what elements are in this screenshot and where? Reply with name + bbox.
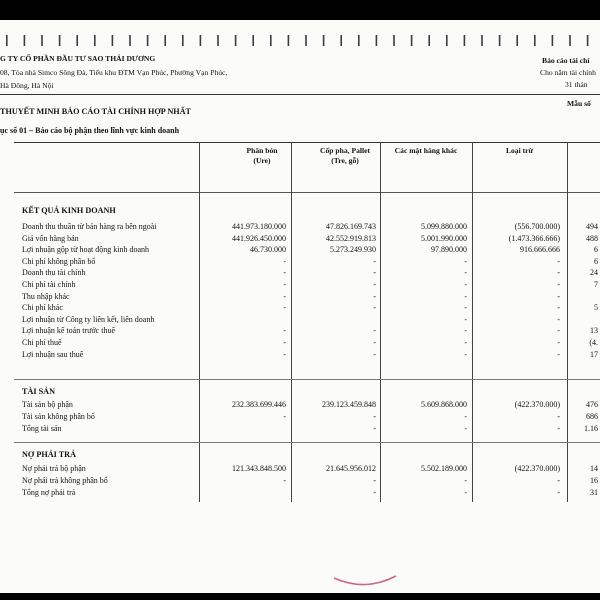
row-label: Lợi nhuận sau thuế [22, 349, 84, 359]
cell-value-c1: 121.343.848.500 [232, 464, 286, 473]
cell-value-c3: 5.609.868.000 [421, 400, 467, 409]
cell-value-c2: - [373, 349, 376, 359]
column-divider-2 [291, 142, 292, 502]
report-title: Báo cáo tài chí [542, 56, 590, 65]
spiral-binding [0, 34, 600, 48]
row-label: Chi phí khác [22, 303, 63, 313]
cell-value-c5: (4. [589, 338, 598, 347]
cell-value-c3: 5.502.189.000 [421, 464, 467, 473]
column-divider-1 [199, 142, 200, 502]
cell-value-c3: - [464, 475, 467, 485]
spiral-ring-mark [376, 35, 378, 46]
cell-value-c4: - [557, 475, 560, 485]
spiral-ring-mark [481, 35, 483, 46]
cell-value-c5: 488 [586, 233, 598, 243]
company-name: G TY CỔ PHẦN ĐẦU TƯ SAO THÁI DƯƠNG [0, 54, 156, 63]
cell-value-c3: - [464, 349, 467, 359]
cell-value-c5: 1.16 [584, 423, 598, 433]
cell-value-c2: - [373, 423, 376, 433]
row-label: Tổng nợ phải trả [22, 487, 76, 497]
cell-value-c3: 97.890.000 [431, 245, 467, 255]
spiral-ring-mark [516, 35, 518, 46]
row-label: Tổng tài sản [22, 423, 62, 433]
cell-value-c5: 6 [594, 245, 598, 255]
cell-value-c1: 441.973.180.000 [232, 222, 286, 231]
cell-value-c4: - [557, 291, 560, 301]
column-divider-3 [380, 142, 381, 502]
cell-value-c5: 16 [590, 475, 598, 485]
table-header-divider [14, 192, 600, 193]
cell-value-c2: - [373, 487, 376, 497]
cell-value-c1: - [283, 349, 286, 359]
cell-value-c4: (422.370.000) [514, 400, 560, 409]
spiral-ring-mark [446, 35, 448, 46]
spiral-ring-mark [147, 35, 149, 46]
cell-value-c1: - [283, 338, 286, 347]
row-label: Lợi nhuận gộp từ hoạt động kinh doanh [22, 245, 149, 255]
section-divider [14, 442, 600, 443]
cell-value-c5: 494 [586, 222, 598, 231]
form-number: Mẫu số [567, 99, 591, 108]
cell-value-c4: - [557, 411, 560, 421]
cell-value-c4: - [557, 280, 560, 289]
cell-value-c2: - [373, 256, 376, 266]
row-label: Lợi nhuận từ Công ty liên kết, liên doanh [22, 314, 155, 324]
cell-value-c2: - [373, 338, 376, 347]
spiral-ring-mark [499, 35, 501, 46]
column-divider-4 [472, 142, 473, 502]
cell-value-c5: 24 [590, 268, 598, 278]
spiral-ring-mark [270, 35, 272, 46]
cell-value-c3: - [464, 314, 467, 324]
cell-value-c5: 6 [594, 256, 598, 266]
cell-value-c2: - [373, 475, 376, 485]
col-header-loai-tru: Loại trừ [505, 146, 534, 155]
spiral-ring-mark [305, 35, 307, 46]
cell-value-c5: 17 [590, 349, 598, 359]
spiral-ring-mark [182, 35, 184, 46]
spiral-ring-mark [534, 35, 536, 46]
cell-value-c2: 239.123.459.848 [322, 400, 376, 409]
cell-value-c4: (422.370.000) [514, 464, 560, 473]
cell-value-c2: - [373, 303, 376, 313]
cell-value-c3: - [464, 411, 467, 421]
cell-value-c4: - [557, 314, 560, 324]
cell-value-c4: - [557, 487, 560, 497]
cell-value-c1: 46.730.000 [250, 245, 286, 255]
cell-value-c4: - [557, 303, 560, 313]
cell-value-c4: - [557, 326, 560, 336]
row-label: Doanh thu tài chính [22, 268, 86, 278]
col-header-mat-hang-khac: Các mặt hàng khác [394, 146, 458, 155]
spiral-ring-mark [217, 35, 219, 46]
cell-value-c2: 5.273.249.930 [330, 245, 376, 255]
table-top-border [14, 142, 600, 143]
company-address-line2: Hà Đông, Hà Nội [0, 81, 54, 90]
cell-value-c4: - [557, 349, 560, 359]
cell-value-c2: - [373, 291, 376, 301]
spiral-ring-mark [235, 35, 237, 46]
cell-value-c1: - [283, 280, 286, 289]
cell-value-c3: - [464, 280, 467, 289]
cell-value-c4: 916.666.666 [520, 245, 560, 255]
spiral-ring-mark [6, 35, 8, 46]
report-period-line1: Cho năm tài chính [540, 68, 596, 77]
cell-value-c2: 42.552.919.813 [326, 233, 376, 243]
cell-value-c5: 14 [590, 464, 598, 473]
row-label: Nợ phải trả không phân bổ [22, 475, 108, 485]
spiral-ring-mark [112, 35, 114, 46]
document-page [0, 20, 600, 593]
spiral-ring-mark [59, 35, 61, 46]
cell-value-c5: 7 [594, 280, 598, 289]
row-label: Nợ phải trả bộ phận [22, 464, 86, 473]
row-label: Tài sản không phân bổ [22, 411, 95, 421]
spiral-ring-mark [464, 35, 466, 46]
spiral-ring-mark [411, 35, 413, 46]
header-divider [0, 94, 600, 95]
cell-value-c1: - [283, 411, 286, 421]
spiral-ring-mark [288, 35, 290, 46]
section-title: THUYẾT MINH BÁO CÁO TÀI CHÍNH HỢP NHẤT [0, 107, 191, 116]
cell-value-c4: - [557, 268, 560, 278]
row-label: Lợi nhuận kế toán trước thuế [22, 326, 115, 336]
row-label: Giá vốn hàng bán [22, 233, 79, 243]
cell-value-c4: - [557, 423, 560, 433]
cell-value-c3: - [464, 256, 467, 266]
section-divider [14, 379, 600, 380]
spiral-ring-mark [393, 35, 395, 46]
cell-value-c3: - [464, 326, 467, 336]
cell-value-c3: 5.099.880.000 [421, 222, 467, 231]
company-address-line1: 08, Tòa nhà Simco Sông Đà, Tiểu khu ĐTM Vạn Phúc, Phường Vạn Phúc, [0, 68, 228, 77]
cell-value-c2: - [373, 280, 376, 289]
cell-value-c4: (1.473.366.666) [508, 233, 560, 243]
row-label: Chi phí tài chính [22, 280, 76, 289]
row-label: Doanh thu thuần từ bán hàng ra bên ngoài [22, 222, 157, 231]
cell-value-c2: - [373, 411, 376, 421]
cell-value-c2: - [373, 326, 376, 336]
spiral-ring-mark [340, 35, 342, 46]
note-subtitle: ục số 01 – Báo cáo bộ phận theo lĩnh vực kinh doanh [0, 126, 180, 135]
spiral-ring-mark [200, 35, 202, 46]
section-heading: TÀI SẢN [22, 387, 55, 396]
cell-value-c4: - [557, 256, 560, 266]
cell-value-c1: 232.383.699.446 [232, 400, 286, 409]
spiral-ring-mark [76, 35, 78, 46]
section-heading: NỢ PHẢI TRẢ [22, 450, 76, 459]
cell-value-c2: 21.645.956.012 [326, 464, 376, 473]
cell-value-c4: (556.700.000) [514, 222, 560, 231]
cell-value-c4: - [557, 338, 560, 347]
spiral-ring-mark [428, 35, 430, 46]
row-label: Chi phí thuế [22, 338, 62, 347]
ink-mark [330, 568, 400, 590]
spiral-ring-mark [41, 35, 43, 46]
col-header-phan-bon: Phân bón (Ure) [246, 146, 278, 165]
row-label: Chi phí không phân bổ [22, 256, 96, 266]
column-divider-5 [567, 142, 568, 502]
cell-value-c1: - [283, 268, 286, 278]
spiral-ring-mark [24, 35, 26, 46]
cell-value-c2: - [373, 268, 376, 278]
cell-value-c5: 476 [586, 400, 598, 409]
report-period-line2: 31 thán [565, 80, 588, 89]
section-heading: KẾT QUẢ KINH DOANH [22, 206, 116, 215]
cell-value-c5: 686 [586, 411, 598, 421]
cell-value-c1: - [283, 326, 286, 336]
row-label: Thu nhập khác [22, 291, 70, 301]
cell-value-c5: 31 [590, 487, 598, 497]
spiral-ring-mark [164, 35, 166, 46]
spiral-ring-mark [129, 35, 131, 46]
cell-value-c3: - [464, 423, 467, 433]
spiral-ring-mark [323, 35, 325, 46]
cell-value-c1: - [283, 291, 286, 301]
cell-value-c5: 13 [590, 326, 598, 336]
cell-value-c3: - [464, 268, 467, 278]
cell-value-c3: - [464, 303, 467, 313]
row-label: Tài sản bộ phận [22, 400, 73, 409]
spiral-ring-mark [252, 35, 254, 46]
cell-value-c1: 441.926.450.000 [232, 233, 286, 243]
cell-value-c3: - [464, 291, 467, 301]
spiral-ring-mark [569, 35, 571, 46]
spiral-ring-mark [358, 35, 360, 46]
cell-value-c3: - [464, 338, 467, 347]
cell-value-c2: 47.826.169.743 [326, 222, 376, 231]
cell-value-c1: - [283, 475, 286, 485]
spiral-ring-mark [587, 35, 589, 46]
cell-value-c3: - [464, 487, 467, 497]
spiral-ring-mark [94, 35, 96, 46]
cell-value-c3: 5.001.990.000 [421, 233, 467, 243]
cell-value-c1: - [283, 256, 286, 266]
col-header-cop-pha: Cốp pha, Pallet (Tre, gỗ) [320, 146, 370, 165]
spiral-ring-mark [552, 35, 554, 46]
cell-value-c1: - [283, 303, 286, 313]
cell-value-c5: 5 [594, 303, 598, 313]
